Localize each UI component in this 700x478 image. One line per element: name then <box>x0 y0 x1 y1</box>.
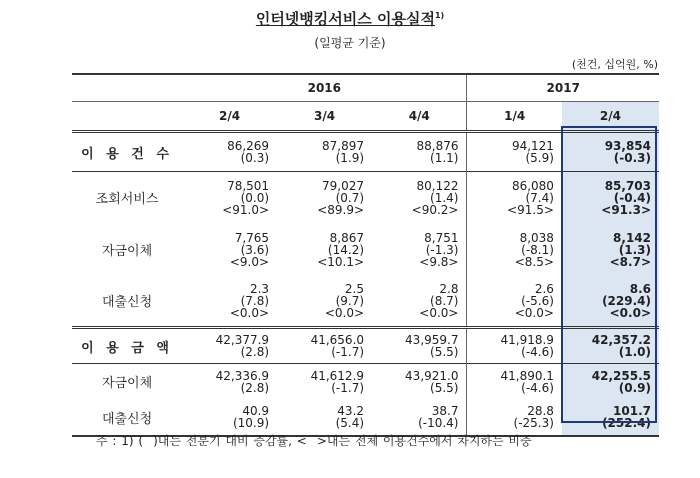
cell: 41,656.0 (-1.7) <box>277 328 372 364</box>
cell: 8,751 (-1.3) <9.8> <box>372 224 467 276</box>
quarter-header-row <box>72 102 659 132</box>
cell: 28.8 (-25.3) <box>467 400 562 436</box>
cell: 43,921.0 (5.5) <box>372 364 467 400</box>
cell: 8,038 (-8.1) <8.5> <box>514 230 554 269</box>
cell: 2.6 (-5.6) <0.0> <box>514 281 554 320</box>
cell: 41,890.1 (-4.6) <box>467 364 562 400</box>
cell-current: 85,703 (-0.4) <91.3> <box>562 172 659 224</box>
year-2016-header: 2016 <box>182 74 467 102</box>
table-row-amount-loan <box>72 400 659 436</box>
cell: 88,876 (1.1) <box>372 132 467 172</box>
year-header-row <box>72 74 659 102</box>
cell: 86,269 (0.3) <box>182 132 277 172</box>
row-label-inquiry: 조회서비스 <box>72 172 182 224</box>
footnote-prefix: 주 : 1) ( <box>96 434 144 448</box>
cell: 43.2 (5.4) <box>277 400 372 436</box>
footnote <box>96 432 532 449</box>
cell-current: 42,357.2 (1.0) <box>562 328 659 364</box>
row-label-amount-transfer: 자금이체 <box>72 364 182 400</box>
cell-current: 42,255.5 (0.9) <box>562 364 659 400</box>
table-row-count <box>72 132 659 172</box>
quarter-header: 1/4 <box>467 102 562 132</box>
quarter-header-current: 2/4 <box>562 102 659 132</box>
cell: 42,336.9 (2.8) <box>182 364 277 400</box>
cell: 79,027 (0.7) <89.9> <box>277 172 372 224</box>
cell: 86,080 (7.4) <91.5> <box>467 172 562 224</box>
quarter-header: 4/4 <box>372 102 467 132</box>
cell: 8,867 (14.2) <10.1> <box>317 230 365 269</box>
footnote-mid2: >내는 전체 이용건수에서 차지하는 비중 <box>316 434 532 448</box>
row-label-count: 이 용 건 수 <box>72 132 182 172</box>
cell: 87,897 (1.9) <box>277 132 372 172</box>
row-label-amount: 이 용 금 액 <box>72 328 182 364</box>
table-row-amount-transfer <box>72 364 659 400</box>
quarter-header: 3/4 <box>277 102 372 132</box>
cell: 42,377.9 (2.8) <box>182 328 277 364</box>
cell: 7,765 (3.6) <9.0> <box>229 230 270 269</box>
cell: 41,612.9 (-1.7) <box>277 364 372 400</box>
cell-current: 101.7 (252.4) <box>562 400 659 436</box>
cell: 78,501 (0.0) <91.0> <box>182 172 277 224</box>
cell: 2.5 (9.7) <0.0> <box>324 281 365 320</box>
cell: 94,121 (5.9) <box>467 132 562 172</box>
row-label-loan: 대출신청 <box>101 295 153 311</box>
table-row-amount <box>72 328 659 364</box>
quarter-header: 2/4 <box>182 102 277 132</box>
table-subtitle: (일평균 기준) <box>314 36 386 50</box>
cell-current: 8.6 (229.4) <0.0> <box>562 276 659 328</box>
row-label-amount-loan: 대출신청 <box>72 400 182 436</box>
year-2017-header: 2017 <box>467 74 659 102</box>
table-row-transfer <box>72 224 659 276</box>
cell: 43,959.7 (5.5) <box>372 328 467 364</box>
cell: 38.7 (-10.4) <box>372 400 467 436</box>
cell: 2.3 (7.8) <0.0> <box>229 281 270 320</box>
cell-current: 8,142 (1.3) <8.7> <box>562 224 659 276</box>
cell: 80,122 (1.4) <90.2> <box>372 172 467 224</box>
cell: 40.9 (10.9) <box>182 400 277 436</box>
cell-current: 93,854 (-0.3) <box>562 132 659 172</box>
unit-label: (천건, 십억원, %) <box>571 58 658 71</box>
title-footnote-mark: 1) <box>434 11 445 20</box>
table-title <box>0 8 700 29</box>
title-text: 인터넷뱅킹서비스 이용실적 <box>255 10 435 28</box>
header-corner <box>72 74 182 102</box>
table-row-loan <box>72 276 659 328</box>
footnote-mid1: )내는 전분기 대비 증감률, < <box>153 434 307 448</box>
stats-table <box>72 73 659 437</box>
row-label-transfer: 자금이체 <box>101 244 153 259</box>
header-corner-2 <box>72 102 182 132</box>
table-row-inquiry <box>72 172 659 224</box>
cell: 41,918.9 (-4.6) <box>467 328 562 364</box>
cell: 2.8 (8.7) <0.0> <box>372 276 467 328</box>
